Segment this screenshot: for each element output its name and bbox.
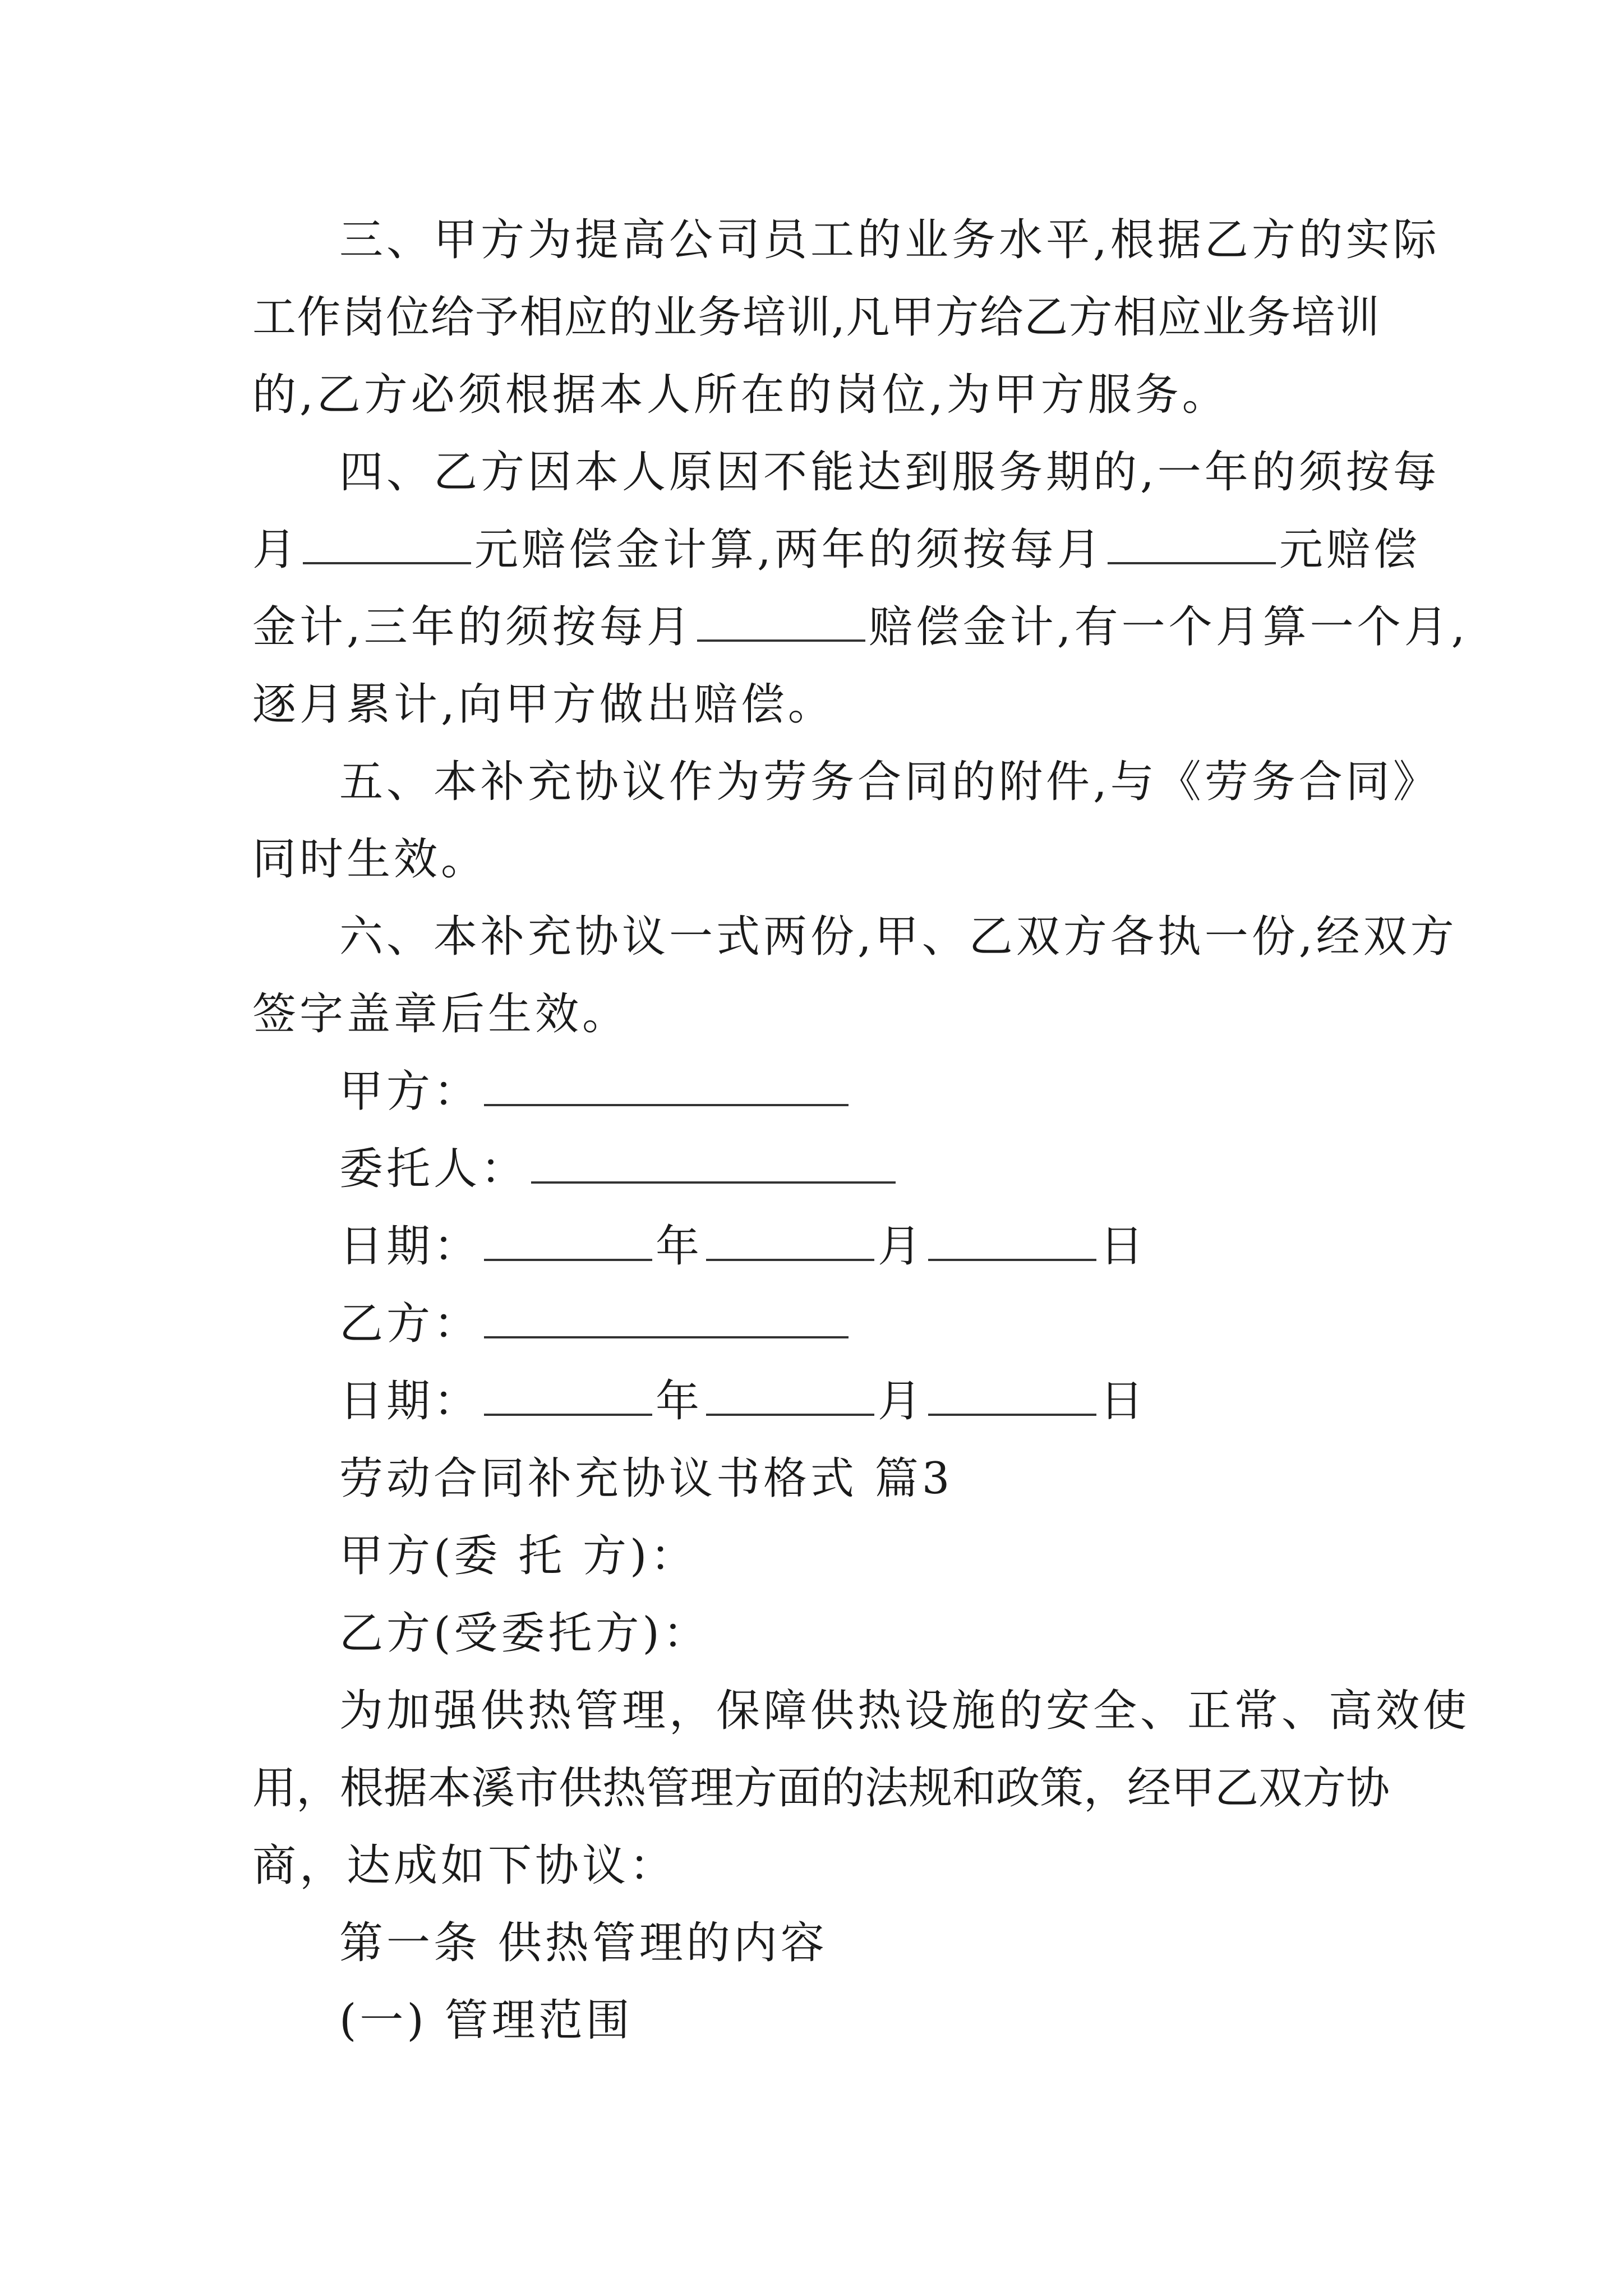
party-b-agent: 乙方(受委托方)： <box>339 1608 710 1659</box>
month-label: 月 <box>878 1221 925 1272</box>
amount-blank-1 <box>303 523 471 564</box>
party-a-label: 甲方： <box>339 1066 481 1117</box>
party-b-signature <box>339 1296 852 1352</box>
party-a-principal: 甲方(委 托 方)： <box>339 1531 698 1581</box>
day-label: 日 <box>1100 1221 1147 1272</box>
clause3-line3: 的,乙方必须根据本人所在的岗位,为甲方服务。 <box>252 370 1229 420</box>
month-blank <box>706 1374 874 1416</box>
clause5-line2: 同时生效。 <box>252 834 488 885</box>
party-b-blank <box>484 1297 849 1338</box>
amount-blank-3 <box>697 600 865 642</box>
clause4-line2-end: 元赔偿 <box>1279 524 1421 575</box>
month-label: 月 <box>878 1376 925 1427</box>
party-a-blank <box>484 1065 849 1106</box>
section-heading: 劳动合同补充协议书格式 篇3 <box>339 1453 953 1504</box>
clause4-line4: 逐月累计,向甲方做出赔偿。 <box>252 679 835 730</box>
clause4-line3-end: 赔偿金计,有一个月算一个月, <box>868 602 1469 652</box>
year-label: 年 <box>656 1221 703 1272</box>
day-blank <box>928 1220 1096 1261</box>
item-1-heading: (一) 管理范围 <box>339 1995 633 2046</box>
clause4-line2-start: 月 <box>252 524 300 575</box>
clause3-line2: 工作岗位给予相应的业务培训,凡甲方给乙方相应业务培训 <box>252 292 1380 343</box>
article-1-heading: 第一条 供热管理的内容 <box>339 1918 828 1968</box>
clause4-line3 <box>252 599 1468 655</box>
year-blank <box>484 1220 652 1261</box>
amount-blank-2 <box>1108 523 1276 564</box>
day-blank <box>928 1374 1096 1416</box>
clause6-line2: 签字盖章后生效。 <box>252 989 630 1039</box>
clause5-line1: 五、本补充协议作为劳务合同的附件,与《劳务合同》 <box>339 757 1440 807</box>
agent-blank <box>531 1142 896 1184</box>
clause3-line1: 三、甲方为提高公司员工的业务水平,根据乙方的实际 <box>339 215 1440 265</box>
clause4-line3-start: 金计,三年的须按每月 <box>252 602 694 652</box>
clause4-line1: 四、乙方因本人原因不能达到服务期的,一年的须按每 <box>339 447 1440 498</box>
date-label: 日期： <box>339 1221 481 1272</box>
year-label: 年 <box>656 1376 703 1427</box>
intro-line3: 商，达成如下协议： <box>252 1841 677 1891</box>
date-line-b <box>339 1373 1147 1429</box>
agent-signature <box>339 1141 899 1197</box>
date-line-a <box>339 1218 1147 1274</box>
year-blank <box>484 1374 652 1416</box>
party-a-signature <box>339 1064 852 1120</box>
party-b-label: 乙方： <box>339 1299 481 1349</box>
clause4-line2 <box>252 522 1421 578</box>
intro-line1: 为加强供热管理，保障供热设施的安全、正常、高效使 <box>339 1686 1470 1736</box>
intro-line2: 用，根据本溪市供热管理方面的法规和政策，经甲乙双方协 <box>252 1763 1390 1814</box>
agent-label: 委托人： <box>339 1144 528 1194</box>
day-label: 日 <box>1100 1376 1147 1427</box>
clause4-line2-mid: 元赔偿金计算,两年的须按每月 <box>474 524 1104 575</box>
month-blank <box>706 1220 874 1261</box>
clause6-line1: 六、本补充协议一式两份,甲、乙双方各执一份,经双方 <box>339 912 1458 962</box>
date-label: 日期： <box>339 1376 481 1427</box>
